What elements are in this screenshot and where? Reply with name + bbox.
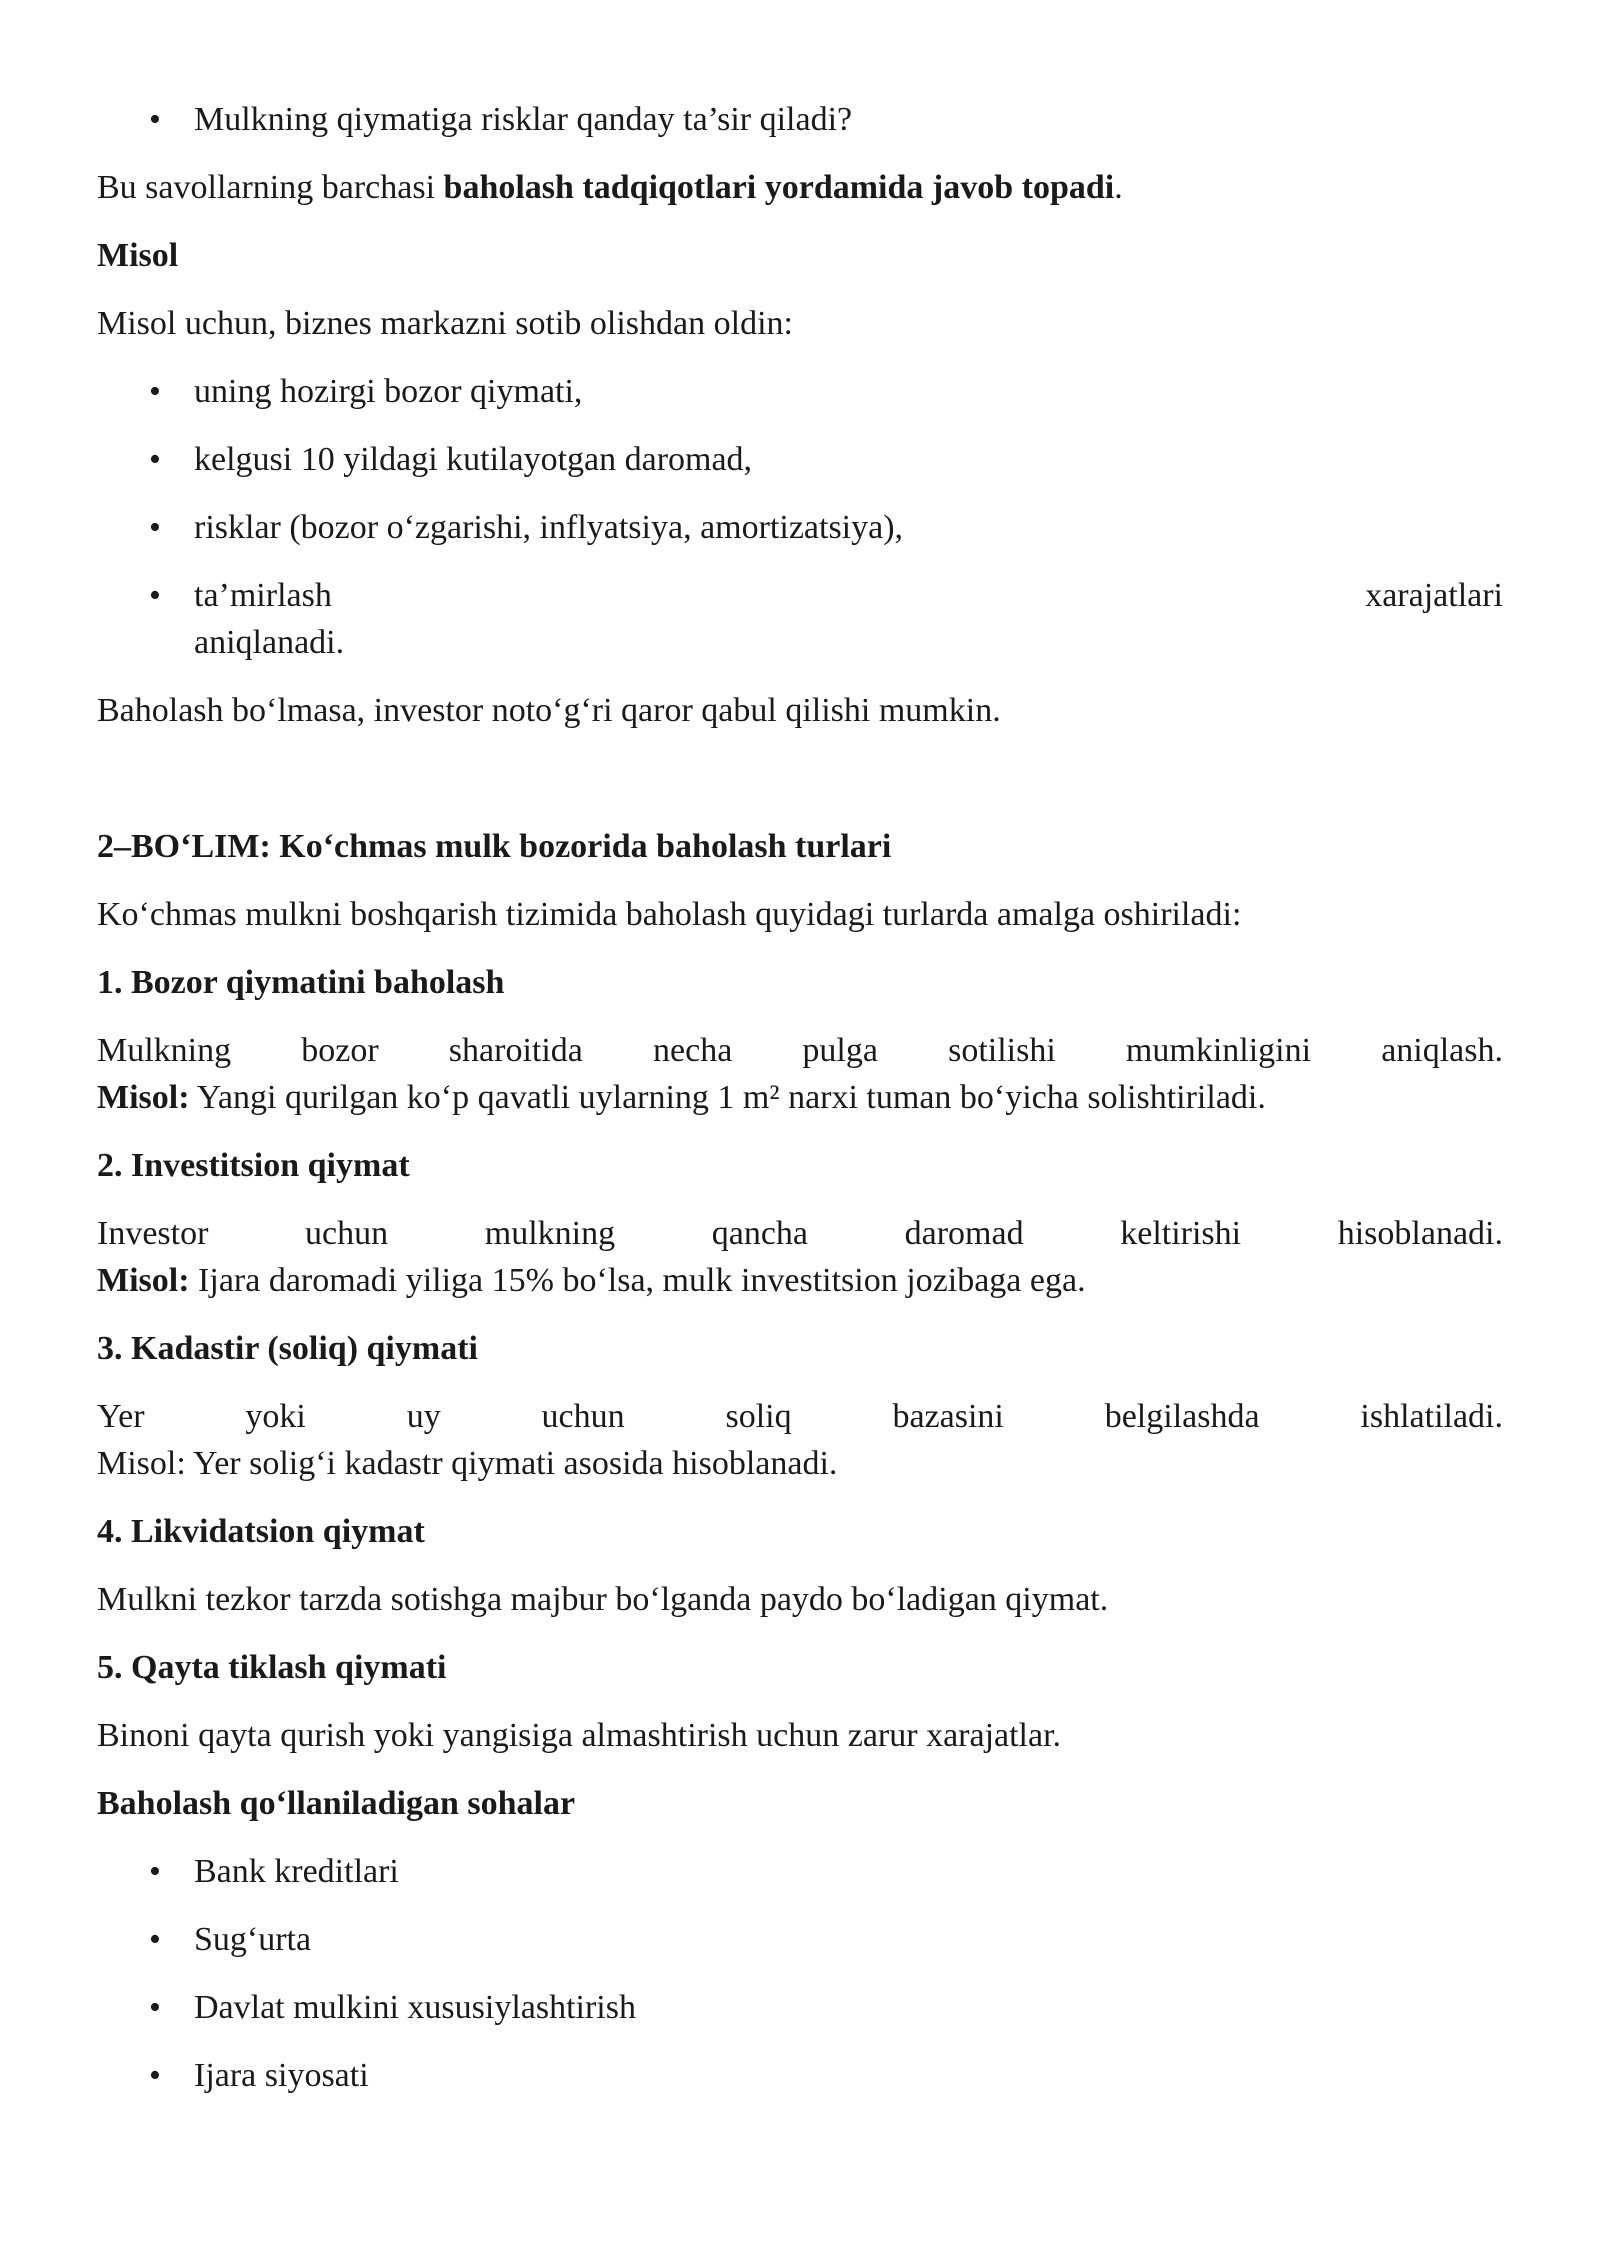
- list-item: [97, 1984, 1503, 2031]
- bullet-icon: •: [149, 441, 161, 478]
- type-description: [97, 1027, 1503, 1121]
- type-heading: 2. Investitsion qiymat: [97, 1147, 410, 1184]
- list-item-text: ta’mirlash xarajatlari: [194, 577, 1503, 614]
- summary-text: Bu savollarning barchasi: [97, 169, 444, 206]
- type-description: [97, 1393, 1503, 1487]
- misol-heading: Misol: [97, 237, 179, 274]
- type-description: Mulkni tezkor tarzda sotishga majbur bo‘lganda paydo bo‘ladigan qiymat.: [97, 1581, 1109, 1618]
- list-item-text: Mulkning qiymatiga risklar qanday ta’sir qiladi?: [194, 101, 853, 138]
- type-description: Binoni qayta qurish yoki yangisiga almashtirish uchun zarur xarajatlar.: [97, 1717, 1062, 1754]
- type-heading: 1. Bozor qiymatini baholash: [97, 964, 505, 1001]
- list-item-text: uning hozirgi bozor qiymati,: [194, 373, 583, 410]
- bullet-icon: •: [149, 2057, 161, 2094]
- list-item: [97, 2052, 1503, 2099]
- section-intro: Ko‘chmas mulkni boshqarish tizimida baholash quyidagi turlarda amalga oshiriladi:: [97, 896, 1242, 933]
- misol-text: Yangi qurilgan ko‘p qavatli uylarning 1 m² narxi tuman bo‘yicha solishtiriladi.: [189, 1079, 1266, 1116]
- misol-intro: Misol uchun, biznes markazni sotib olishdan oldin:: [97, 305, 793, 342]
- list-item: [97, 504, 1503, 551]
- bullet-icon: •: [149, 1853, 161, 1890]
- type-text: Investor uchun mulkning qancha daromad keltirishi hisoblanadi.: [97, 1215, 1503, 1252]
- type-heading: 4. Likvidatsion qiymat: [97, 1513, 425, 1550]
- summary-bold-text: baholash tadqiqotlari yordamida javob topadi: [443, 169, 1115, 206]
- misol-label: Misol:: [97, 1079, 190, 1116]
- list-item-text: Ijara siyosati: [194, 2057, 369, 2094]
- list-item: [97, 1916, 1503, 1963]
- summary-paragraph: [97, 164, 1503, 211]
- list-item-text: kelgusi 10 yildagi kutilayotgan daromad,: [194, 441, 753, 478]
- list-item-text-continued: aniqlanadi.: [194, 624, 345, 661]
- type-heading: 5. Qayta tiklash qiymati: [97, 1649, 447, 1686]
- list-item-text: Davlat mulkini xususiylashtirish: [194, 1989, 636, 2026]
- misol-label: Misol:: [97, 1262, 190, 1299]
- bullet-icon: •: [149, 101, 161, 138]
- list-item-text: Bank kreditlari: [194, 1853, 399, 1890]
- type-heading: 3. Kadastir (soliq) qiymati: [97, 1330, 478, 1367]
- list-item-text: risklar (bozor o‘zgarishi, inflyatsiya, amortizatsiya),: [194, 509, 904, 546]
- list-item: [97, 96, 1503, 143]
- misol-conclusion: Baholash bo‘lmasa, investor noto‘g‘ri qaror qabul qilishi mumkin.: [97, 692, 1001, 729]
- section-title: 2–BO‘LIM: Ko‘chmas mulk bozorida baholash turlari: [97, 828, 892, 865]
- misol-text: Ijara daromadi yiliga 15% bo‘lsa, mulk investitsion jozibaga ega.: [189, 1262, 1086, 1299]
- list-item: [97, 572, 1503, 666]
- bullet-icon: •: [149, 1921, 161, 1958]
- type-description: [97, 1210, 1503, 1304]
- bullet-icon: •: [149, 1989, 161, 2026]
- list-item: [97, 368, 1503, 415]
- bullet-icon: •: [149, 509, 161, 546]
- bullet-icon: •: [149, 373, 161, 410]
- list-item-text: Sug‘urta: [194, 1921, 312, 1958]
- section-spacer: [97, 755, 1503, 823]
- type-text: Mulkning bozor sharoitida necha pulga sotilishi mumkinligini aniqlash.: [97, 1032, 1503, 1069]
- list-item: [97, 436, 1503, 483]
- fields-heading: Baholash qo‘llaniladigan sohalar: [97, 1785, 576, 1822]
- type-text-example: Misol: Yer solig‘i kadastr qiymati asosida hisoblanadi.: [97, 1445, 838, 1482]
- type-text: Yer yoki uy uchun soliq bazasini belgilashda ishlatiladi.: [97, 1398, 1503, 1435]
- bullet-icon: •: [149, 577, 161, 614]
- summary-end: .: [1114, 169, 1123, 206]
- list-item: [97, 1848, 1503, 1895]
- fields-list: [97, 1848, 1503, 2099]
- misol-list: [97, 368, 1503, 666]
- top-bullet-list: [97, 96, 1503, 143]
